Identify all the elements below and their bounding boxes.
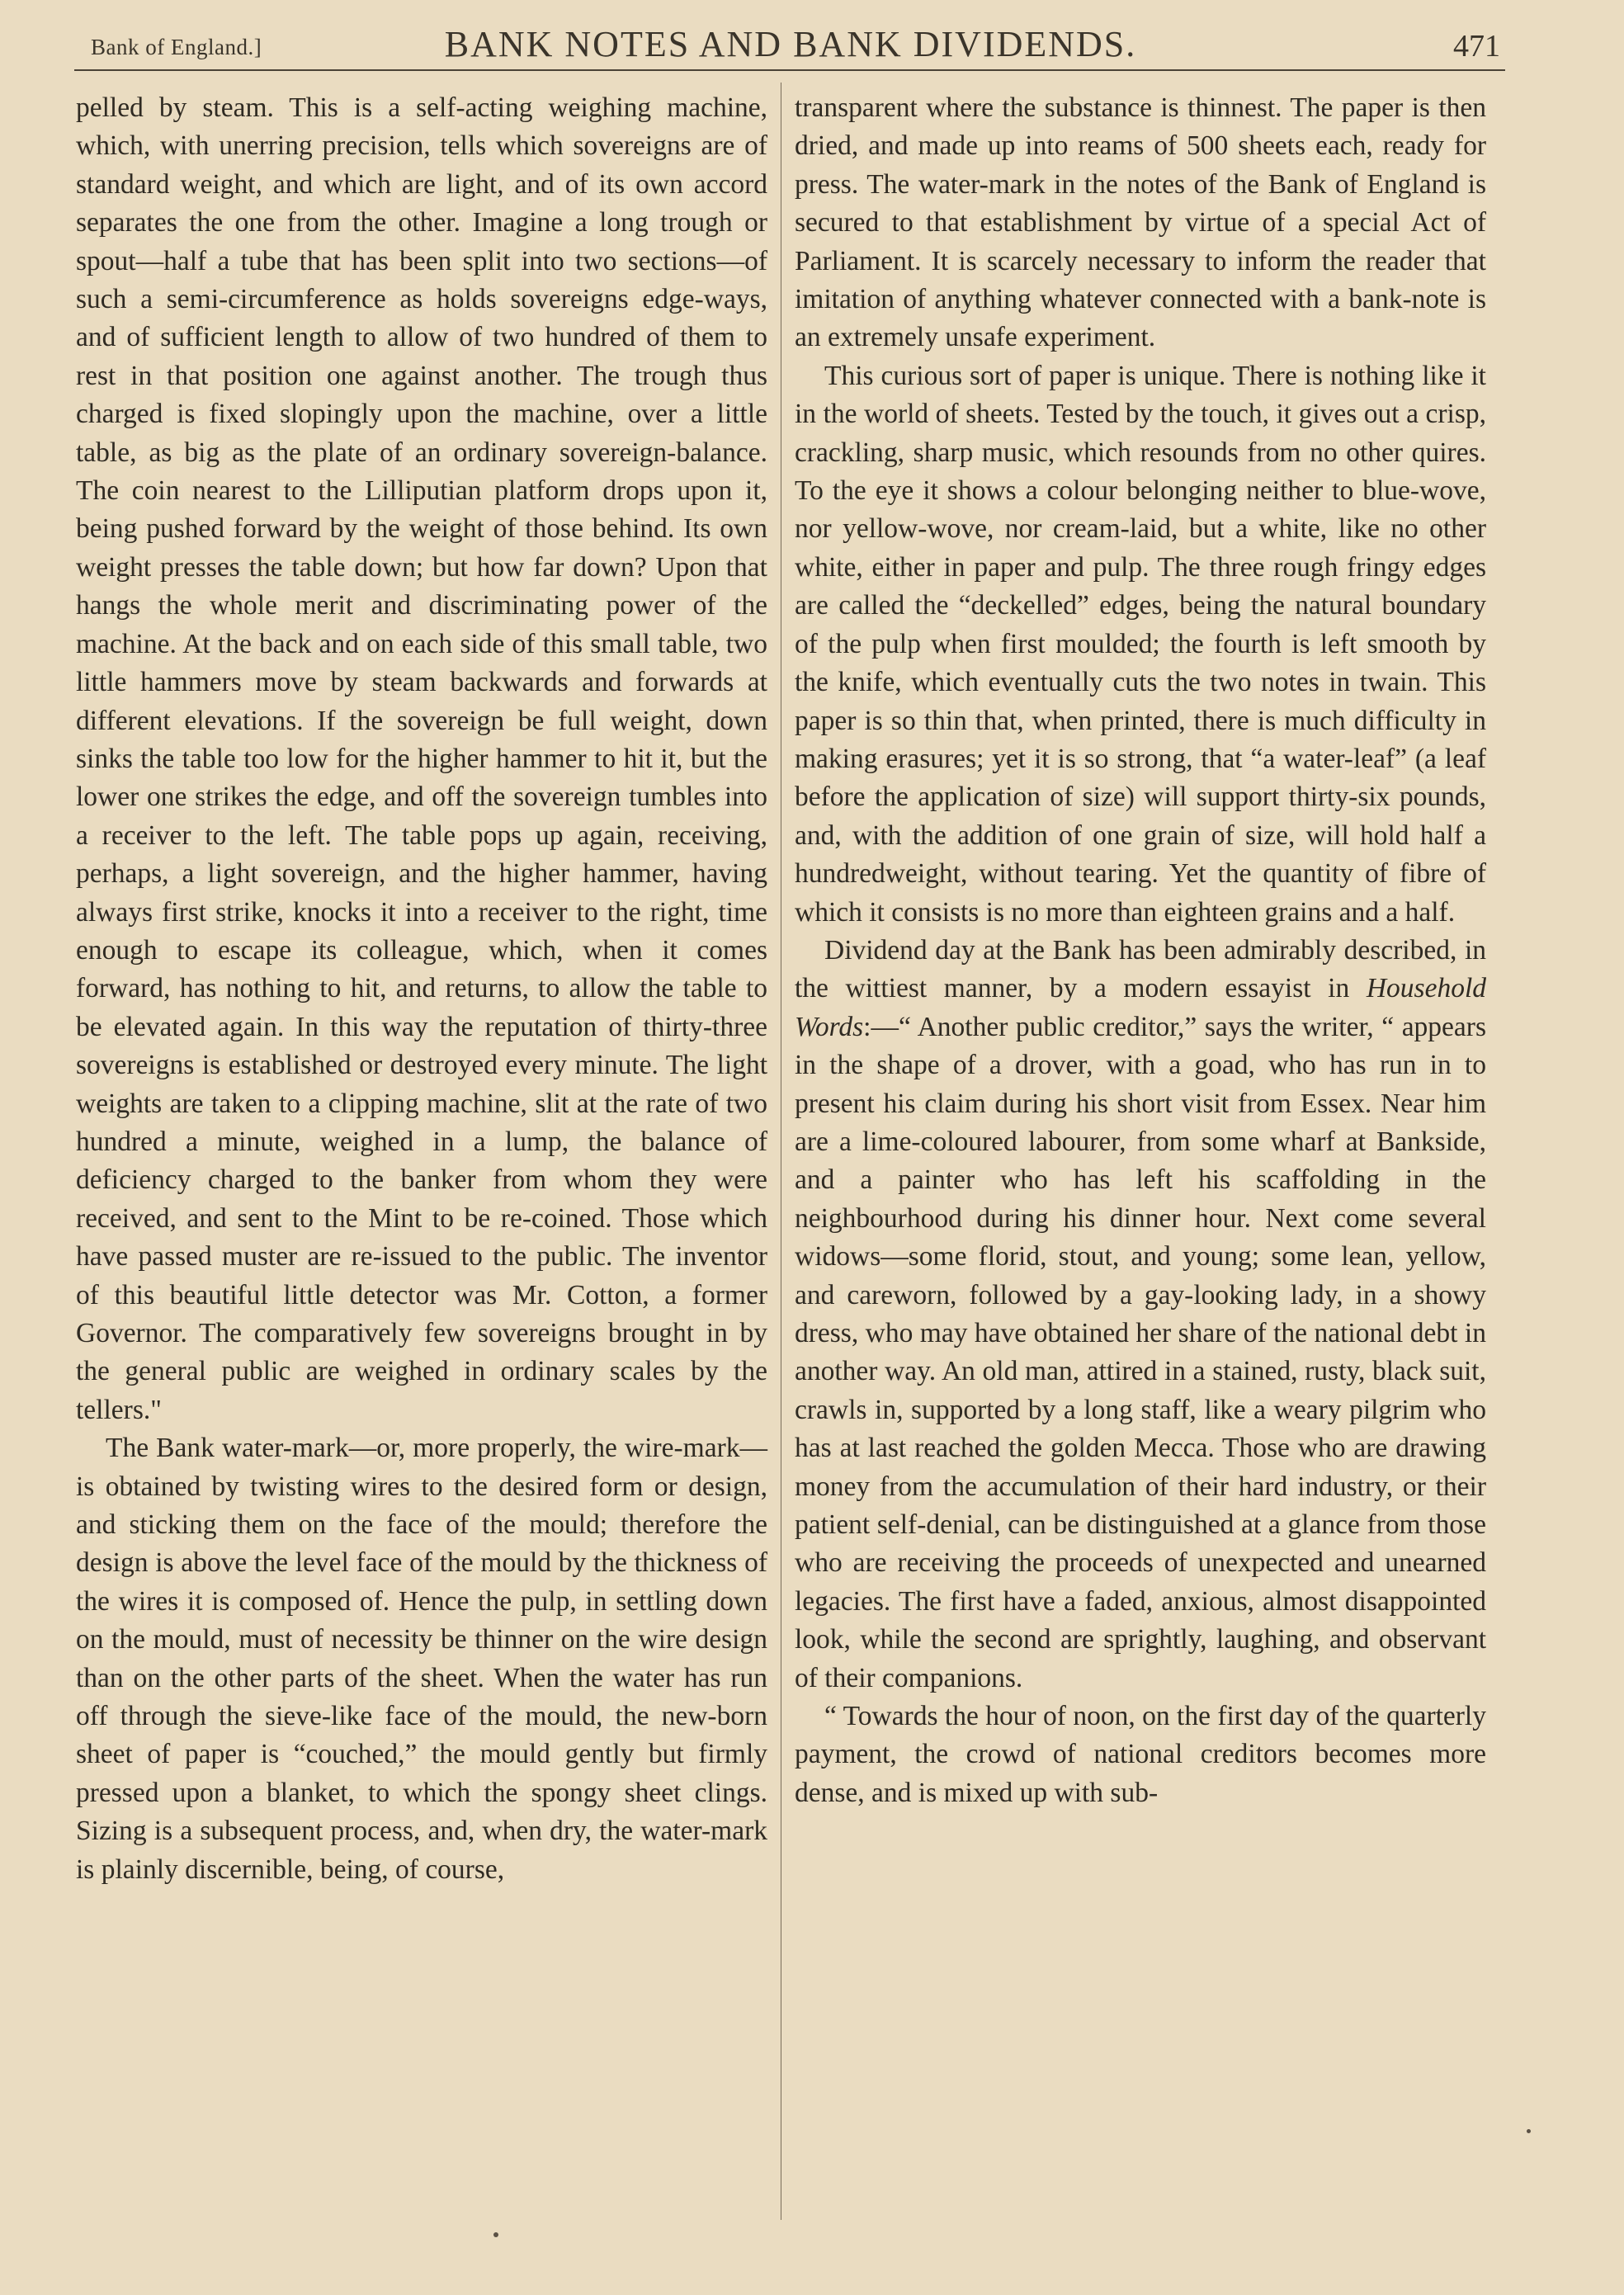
right-paragraph-2: This curious sort of paper is unique. There is nothing like it in the world of sheets. Tested by the touch, it gives out a crisp, crackling, sharp music, which resounds from no other quires. To the eye it shows a colour belonging neither to blue-wove, nor yellow-wove, nor cream-laid, but a white, like no other white, either in paper and pulp. The three rough fringy edges are called the “deckelled” edges, being the natural boundary of the pulp when first moulded; the fourth is left smooth by the knife, which eventually cuts the two notes in twain. This paper is so thin that, when printed, there is much difficulty in making erasures; yet it is so strong, that “a water-leaf” (a leaf before the application of size) will support thirty-six pounds, and, with the addition of one grain of size, will hold half a hundredweight, without tearing. Yet the quantity of fibre of which it consists is no more than eighteen grains and a half. [795,360,1486,928]
right-paragraph-1: transparent where the substance is thinnest. The paper is then dried, and made up into reams of 500 sheets each, ready for press. The water-mark in the notes of the Bank of England is secured to that establishment by virtue of a special Act of Parliament. It is scarcely necessary to inform the reader that imitation of anything whatever connected with a bank-note is an extremely unsafe experiment. [795,92,1486,353]
right-paragraph-3 [795,932,1486,1698]
right-column [795,89,1486,1812]
page-number: 471 [1453,29,1500,64]
left-paragraph-1: pelled by steam. This is a self-acting weighing machine, which, with unerring precision, tells which sovereigns are of standard weight, and which are light, and of its own accord separates the one from the other. Imagine a long trough or spout—half a tube that has been split into two sections—of such a semi-circumference as holds sovereigns edge-ways, and of sufficient length to allow of two hundred of them to rest in that position one against another. The trough thus charged is fixed slopingly upon the machine, over a little table, as big as the plate of an ordinary sovereign-balance. The coin nearest to the Lilliputian platform drops upon it, being pushed forward by the weight of those behind. Its own weight presses the table down; but how far down? Upon that hangs the whole merit and discriminating power of the machine. At the back and on each side of this small table, two little hammers move by steam backwards and forwards at different elevations. If the sovereign be full weight, down sinks the table too low for the higher hammer to hit it, but the lower one strikes the edge, and off the sovereign tumbles into a receiver to the left. The table pops up again, receiving, perhaps, a light sovereign, and the higher hammer, having always first strike, knocks it into a receiver to the right, time enough to escape its colleague, which, when it comes forward, has nothing to hit, and returns, to allow the table to be elevated again. In this way the reputation of thirty-three sovereigns is established or destroyed every minute. The light weights are taken to a clipping machine, slit at the rate of two hundred a minute, weighed in a lump, the balance of deficiency charged to the banker from whom they were received, and sent to the Mint to be re-coined. Those which have passed muster are re-issued to the public. The inventor of this beautiful little detector was Mr. Cotton, a former Governor. The comparatively few sovereigns brought in by the general public are weighed in ordinary scales by the tellers." [76,92,767,1425]
right-paragraph-4: “ Towards the hour of noon, on the first day of the quarterly payment, the crowd of national creditors becomes more dense, and is mixed up with sub- [795,1701,1486,1808]
left-paragraph-2: The Bank water-mark—or, more properly, the wire-mark—is obtained by twisting wires to the desired form or design, and sticking them on the face of the mould; therefore the design is above the level face of the mould by the thickness of the wires it is composed of. Hence the pulp, in settling down on the mould, must of necessity be thinner on the wire design than on the other parts of the sheet. When the water has run off through the sieve-like face of the mould, the new-born sheet of paper is “couched,” the mould gently but firmly pressed upon a blanket, to which the spongy sheet clings. Sizing is a subsequent process, and, when dry, the water-mark is plainly discernible, being, of course, [76,1433,767,1885]
left-column [76,89,767,1889]
running-head-section: Bank of England.] [91,35,262,59]
running-head [81,17,1500,74]
periodical-title: Household Words [795,973,1486,1042]
ink-speck [1527,2129,1531,2133]
right-paragraph-3-start: Dividend day at the Bank has been admirably described, in the wittiest manner, by a modern essayist in [795,934,1486,1004]
header-rule [74,69,1505,71]
running-head-title: BANK NOTES AND BANK DIVIDENDS. [444,24,1137,64]
right-paragraph-3-rest: :—“ Another public creditor,” says the writer, “ appears in the shape of a drover, with a goad, who has run in to present his claim during his short visit from Essex. Near him are a lime-coloured labourer, from some wharf at Bankside, and a painter who has left his scaffolding in the neighbourhood during his dinner hour. Next come several widows—some florid, stout, and young; some lean, yellow, and careworn, followed by a gay-looking lady, in a showy dress, who may have obtained her share of the national debt in another way. An old man, attired in a stained, rusty, black suit, crawls in, supported by a long staff, like a weary pilgrim who has at last reached the golden Mecca. Those who are drawing money from the accumulation of their hard industry, or their patient self-denial, can be distinguished at a glance from those who are receiving the proceeds of unexpected and unearned legacies. The first have a faded, anxious, almost disappointed look, while the second are sprightly, laughing, and observant of their companions. [795,1011,1486,1693]
ink-speck [493,2232,498,2237]
